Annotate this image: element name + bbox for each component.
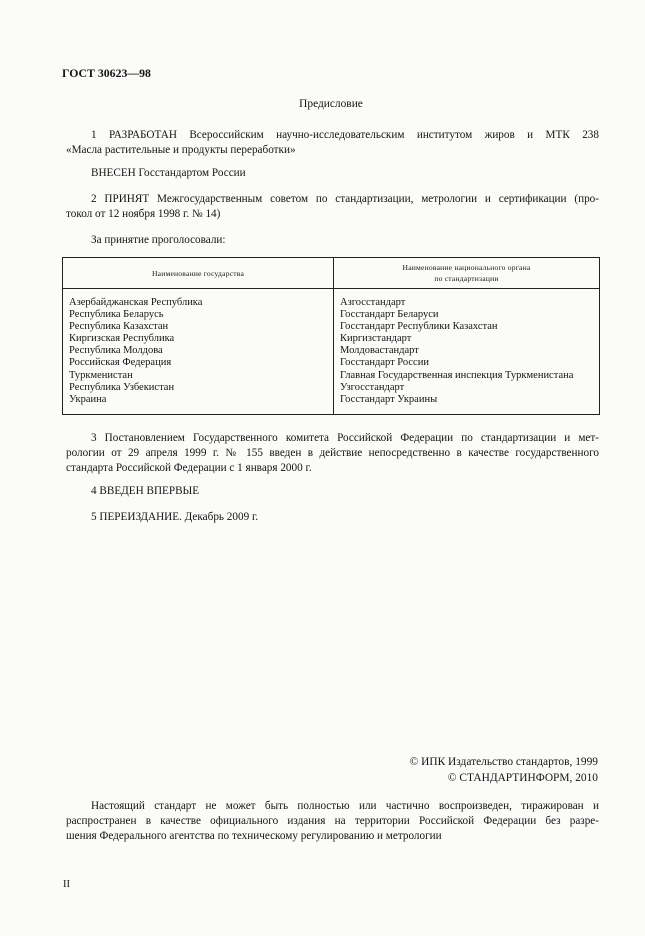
section2-line2: токол от 12 ноября 1998 г. № 14) (66, 208, 221, 220)
footer-line3: шения Федерального агентства по техническому регулированию и метрологии (66, 830, 442, 842)
section1-line1: 1 РАЗРАБОТАН Всероссийским научно-исследовательским институтом жиров и МТК 238 (91, 129, 599, 141)
section4: 4 ВВЕДЕН ВПЕРВЫЕ (91, 485, 200, 497)
footer-line1: Настоящий стандарт не может быть полностью или частично воспроизведен, тиражирован и (91, 800, 599, 812)
section-title: Предисловие (299, 98, 363, 110)
section5: 5 ПЕРЕИЗДАНИЕ. Декабрь 2009 г. (91, 511, 259, 523)
standards-body-name: Азгосстандарт (340, 297, 406, 308)
copyright-line2: © СТАНДАРТИНФОРМ, 2010 (447, 772, 598, 784)
standards-body-name: Узгосстандарт (340, 381, 405, 393)
state-name: Республика Узбекистан (69, 381, 175, 393)
standards-body-name: Молдовастандарт (340, 345, 419, 357)
introduced-by: ВНЕСЕН Госстандартом России (91, 167, 246, 179)
page-number: II (63, 879, 70, 890)
section3-line1: 3 Постановлением Государственного комитета Российской Федерации по стандартизации и мет- (91, 432, 599, 444)
bodies-column (334, 289, 600, 415)
footer-line2: распространен в качестве официального издания на территории Российской Федерации без разре- (66, 815, 599, 827)
state-name: Республика Казахстан (69, 321, 169, 333)
standards-body-name: Госстандарт Республики Казахстан (340, 321, 498, 333)
state-name: Киргизская Республика (69, 333, 175, 345)
state-name: Российская Федерация (69, 357, 172, 369)
standards-body-name: Главная Государственная инспекция Туркменистана (340, 369, 574, 381)
state-name: Азербайджанская Республика (69, 297, 203, 308)
state-name: Туркменистан (69, 369, 133, 381)
section1-line2: «Масла растительные и продукты переработки» (66, 144, 296, 156)
state-name: Республика Молдова (69, 345, 163, 357)
standards-body-name: Госстандарт России (340, 357, 429, 369)
voted-label: За принятие проголосовали: (91, 234, 226, 246)
state-name: Украина (69, 393, 107, 405)
standards-body-name: Госстандарт Беларуси (340, 309, 439, 321)
copyright-line1: © ИПК Издательство стандартов, 1999 (409, 756, 598, 768)
column-header-body: Наименование национального органа по стандартизации (334, 258, 600, 289)
standards-body-name: Киргизстандарт (340, 333, 412, 345)
section3-line3: стандарта Российской Федерации с 1 января 2000 г. (66, 462, 312, 474)
states-column (63, 289, 334, 415)
section2-line1: 2 ПРИНЯТ Межгосударственным советом по стандартизации, метрологии и сертификации (про- (91, 193, 599, 205)
column-header-state: Наименование государства (63, 258, 334, 289)
section3-line2: рологии от 29 апреля 1999 г. № 155 введен в действие непосредственно в качестве государственного (66, 447, 599, 459)
document-id: ГОСТ 30623—98 (62, 66, 151, 80)
standards-body-name: Госстандарт Украины (340, 393, 438, 405)
member-states-table (62, 257, 600, 415)
state-name: Республика Беларусь (69, 309, 164, 321)
